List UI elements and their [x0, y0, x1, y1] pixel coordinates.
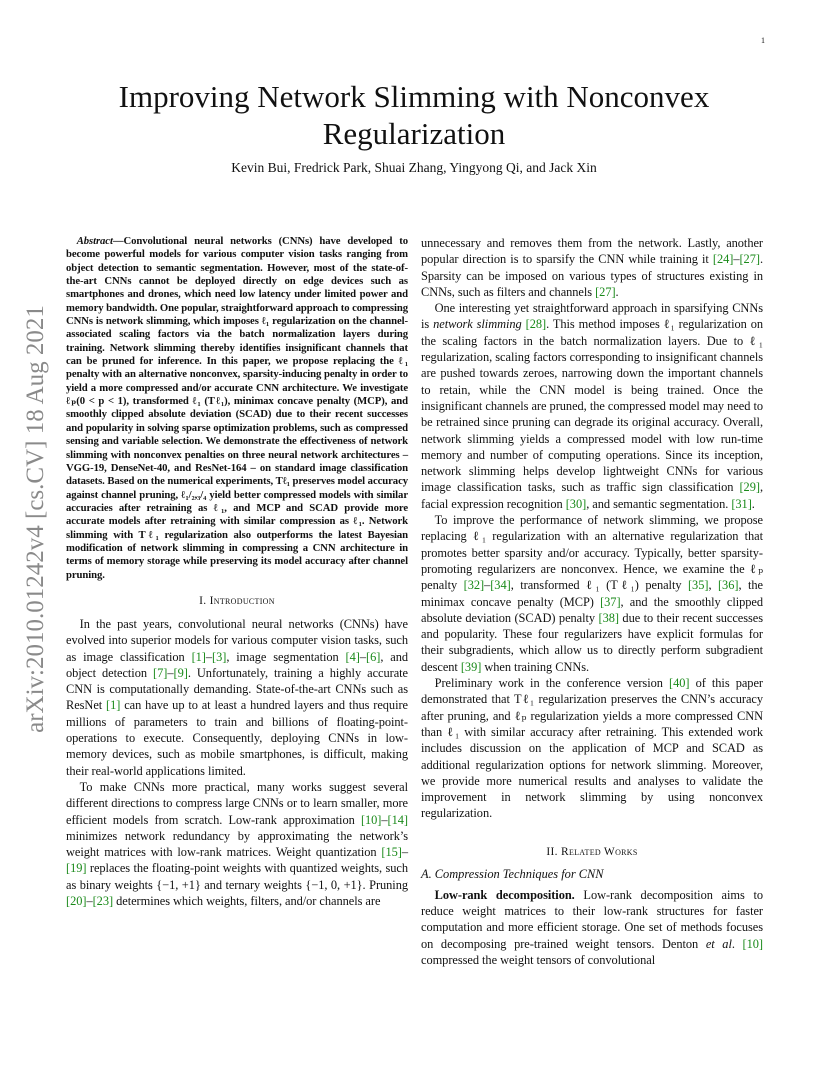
- citation-link[interactable]: [38]: [598, 610, 619, 625]
- citation-link[interactable]: [10]: [742, 936, 763, 951]
- arxiv-identifier-stamp: arXiv:2010.01242v4 [cs.CV] 18 Aug 2021: [22, 305, 49, 733]
- citation-link[interactable]: [31]: [731, 496, 752, 511]
- citation-link[interactable]: [6]: [366, 649, 381, 664]
- citation-link[interactable]: [1]: [191, 649, 206, 664]
- italic-text: et al: [705, 936, 732, 951]
- citation-link[interactable]: [35]: [687, 578, 709, 593]
- citation-link[interactable]: [39]: [460, 659, 482, 674]
- citation-link[interactable]: [34]: [490, 578, 511, 593]
- citation-link[interactable]: [27]: [595, 284, 616, 299]
- citation-link[interactable]: [29]: [739, 480, 760, 495]
- page-number: 1: [761, 36, 765, 45]
- citation-link[interactable]: [3]: [212, 649, 227, 664]
- citation-link[interactable]: [15]: [381, 845, 402, 860]
- abstract-label: Abstract: [76, 235, 113, 247]
- intro-paragraph-5: Preliminary work in the conference version [40] of this paper demonstrated that Tℓ₁ regularization preserves the CNN’s accuracy after pruning, and ℓₚ regularization yields a more compressed CNN than ℓ₁ with similar accuracy after retraining. This extended work includes discussion on the application of MCP and SCAD as additional regularization options for network slimming. Moreover, we provide more numerical results and analyses to validate the improvement in network slimming by using nonconvex regularization.: [421, 676, 763, 821]
- intro-paragraph-1: In the past years, convolutional neural networks (CNNs) have evolved into superior models for various computer vision tasks, such as image classification [1]–[3], image segmentation [4]–[6], and object detection [7]–[9]. Unfortunately, training a highly accurate CNN is computationally demanding. State-of-the-art CNNs such as ResNet [1] can have up to at least a hundred layers and thus require millions of parameters to train and billions of floating-point-operations to execute. Consequently, deploying CNNs in low-memory devices, such as mobile smartphones, is difficult, making their real-world applications limited.: [66, 616, 408, 778]
- citation-link[interactable]: [20]: [66, 893, 87, 908]
- intro-paragraph-3: One interesting yet straightforward approach in sparsifying CNNs is network slimming [28]. This method imposes ℓ₁ regularization on the scaling factors in the batch normalization layers. Due to ℓ₁ regularization, scaling factors corresponding to insignificant channels are pushed towards zeroes, narrowing down the important channels to retain, while the CNN model is being trained. Once the insignificant channels are pruned, the compressed model may need to be retrained since pruning can degrade its original accuracy. Overall, network slimming yields a compressed model with low run-time memory and number of computing operations. Since its inception, network slimming helps develop lightweight CNNs for various image classification tasks, such as traffic sign classification [29], facial expression recognition [30], and semantic segmentation. [31].: [421, 301, 763, 511]
- left-column: [66, 235, 408, 909]
- citation-link[interactable]: [10]: [360, 812, 382, 827]
- citation-link[interactable]: [19]: [66, 861, 87, 876]
- italic-text: network slimming: [433, 317, 522, 332]
- citation-link[interactable]: [1]: [106, 698, 121, 713]
- citation-link[interactable]: [32]: [463, 578, 485, 593]
- citation-link[interactable]: [40]: [669, 676, 690, 691]
- abstract-text: —Convolutional neural networks (CNNs) have developed to become powerful models for various computer vision tasks ranging from object detection to semantic segmentation. However, most of the state-of-the-art CNNs cannot be deployed directly on edge devices such as smartphones and drones, which need low latency under limited power and memory bandwidth. One popular, straightforward approach to compressing CNNs is network slimming, which imposes ℓ₁ regularization on the channel-associated scaling factors via the batch normalization layers during training. Network slimming thereby identifies insignificant channels that can be pruned for inference. In this paper, we propose replacing the ℓ₁ penalty with an alternative nonconvex, sparsity-inducing penalty in order to yield a more compressed and/or accurate CNN architecture. We investigate ℓₚ(0 < p < 1), transformed ℓ₁ (Tℓ₁), minimax concave penalty (MCP), and smoothly clipped absolute deviation (SCAD) due to their recent successes and popularity in solving sparse optimization problems, such as compressed sensing and variable selection. We demonstrate the effectiveness of network slimming with nonconvex penalties on three neural network architectures – VGG-19, DenseNet-40, and ResNet-164 – on standard image classification datasets. Based on the numerical experiments, Tℓ₁ preserves model accuracy against channel pruning, ℓ₁/₂,₃/₄ yield better compressed models with similar accuracies after retraining as ℓ₁, and MCP and SCAD provide more accurate models after retraining with similar compression as ℓ₁. Network slimming with Tℓ₁ regularization also outperforms the latest Bayesian modification of network slimming in compressing a CNN architecture in terms of memory storage while preserving its model accuracy after channel pruning.: [66, 235, 408, 581]
- citation-link[interactable]: [27]: [739, 252, 760, 267]
- intro-paragraph-4: To improve the performance of network slimming, we propose replacing ℓ₁ regularization with an alternative regularization that promotes better sparsity and/or accuracy. Typically, better sparsity-promoting regularizers are nonconvex. Hence, we examine the ℓₚ penalty [32]–[34], transformed ℓ₁ (Tℓ₁) penalty [35], [36], the minimax concave penalty (MCP) [37], and the smoothly clipped absolute deviation (SCAD) penalty [38] due to their recent successes and popularity. These four regularizers have explicit formulas for their subgradients, which allow us to directly perform subgradient descent [39] when training CNNs.: [421, 513, 763, 674]
- citation-link[interactable]: [30]: [565, 496, 587, 511]
- related-paragraph-1: Low-rank decomposition. Low-rank decomposition aims to reduce weight matrices to their low-rank structures for faster computation and more efficient storage. One set of methods focuses on decomposing pre-trained weight tensors. Denton et al. [10] compressed the weight tensors of convolutional: [421, 887, 763, 967]
- citation-link[interactable]: [36]: [717, 578, 739, 593]
- citation-link[interactable]: [37]: [600, 594, 621, 609]
- paragraph-lead: Low-rank decomposition.: [434, 887, 575, 902]
- citation-link[interactable]: [24]: [712, 252, 734, 267]
- intro-paragraph-2-continued: unnecessary and removes them from the network. Lastly, another popular direction is to sparsify the CNN while training it [24]–[27]. Sparsity can be imposed on various types of structures existing in CNNs, such as filters and channels [27].: [421, 236, 763, 299]
- author-list: Kevin Bui, Fredrick Park, Shuai Zhang, Yingyong Qi, and Jack Xin: [231, 160, 597, 175]
- intro-paragraph-2: To make CNNs more practical, many works suggest several different directions to compress large CNNs or to learn smaller, more efficient models from scratch. Low-rank approximation [10]–[14] minimizes network redundancy by approximating the network’s weight matrices with low-rank matrices. Weight quantization [15]–[19] replaces the floating-point weights with quantized weights, such as binary weights {−1, +1} and ternary weights {−1, 0, +1}. Pruning [20]–[23] determines which weights, filters, and/or channels are: [66, 779, 408, 908]
- citation-link[interactable]: [9]: [173, 665, 188, 680]
- abstract: [66, 235, 408, 582]
- subsection-heading-compression: A. Compression Techniques for CNN: [421, 866, 604, 881]
- citation-link[interactable]: [14]: [387, 812, 408, 827]
- right-column: [421, 235, 763, 968]
- citation-link[interactable]: [28]: [525, 317, 547, 332]
- section-heading-introduction: I. Introduction: [199, 594, 275, 607]
- section-heading-related-works: II. Related Works: [546, 845, 638, 858]
- citation-link[interactable]: [23]: [92, 893, 114, 908]
- citation-link[interactable]: [7]: [153, 665, 168, 680]
- citation-link[interactable]: [4]: [345, 649, 360, 664]
- paper-title: Improving Network Slimming with Nonconvex Regularization: [118, 79, 710, 151]
